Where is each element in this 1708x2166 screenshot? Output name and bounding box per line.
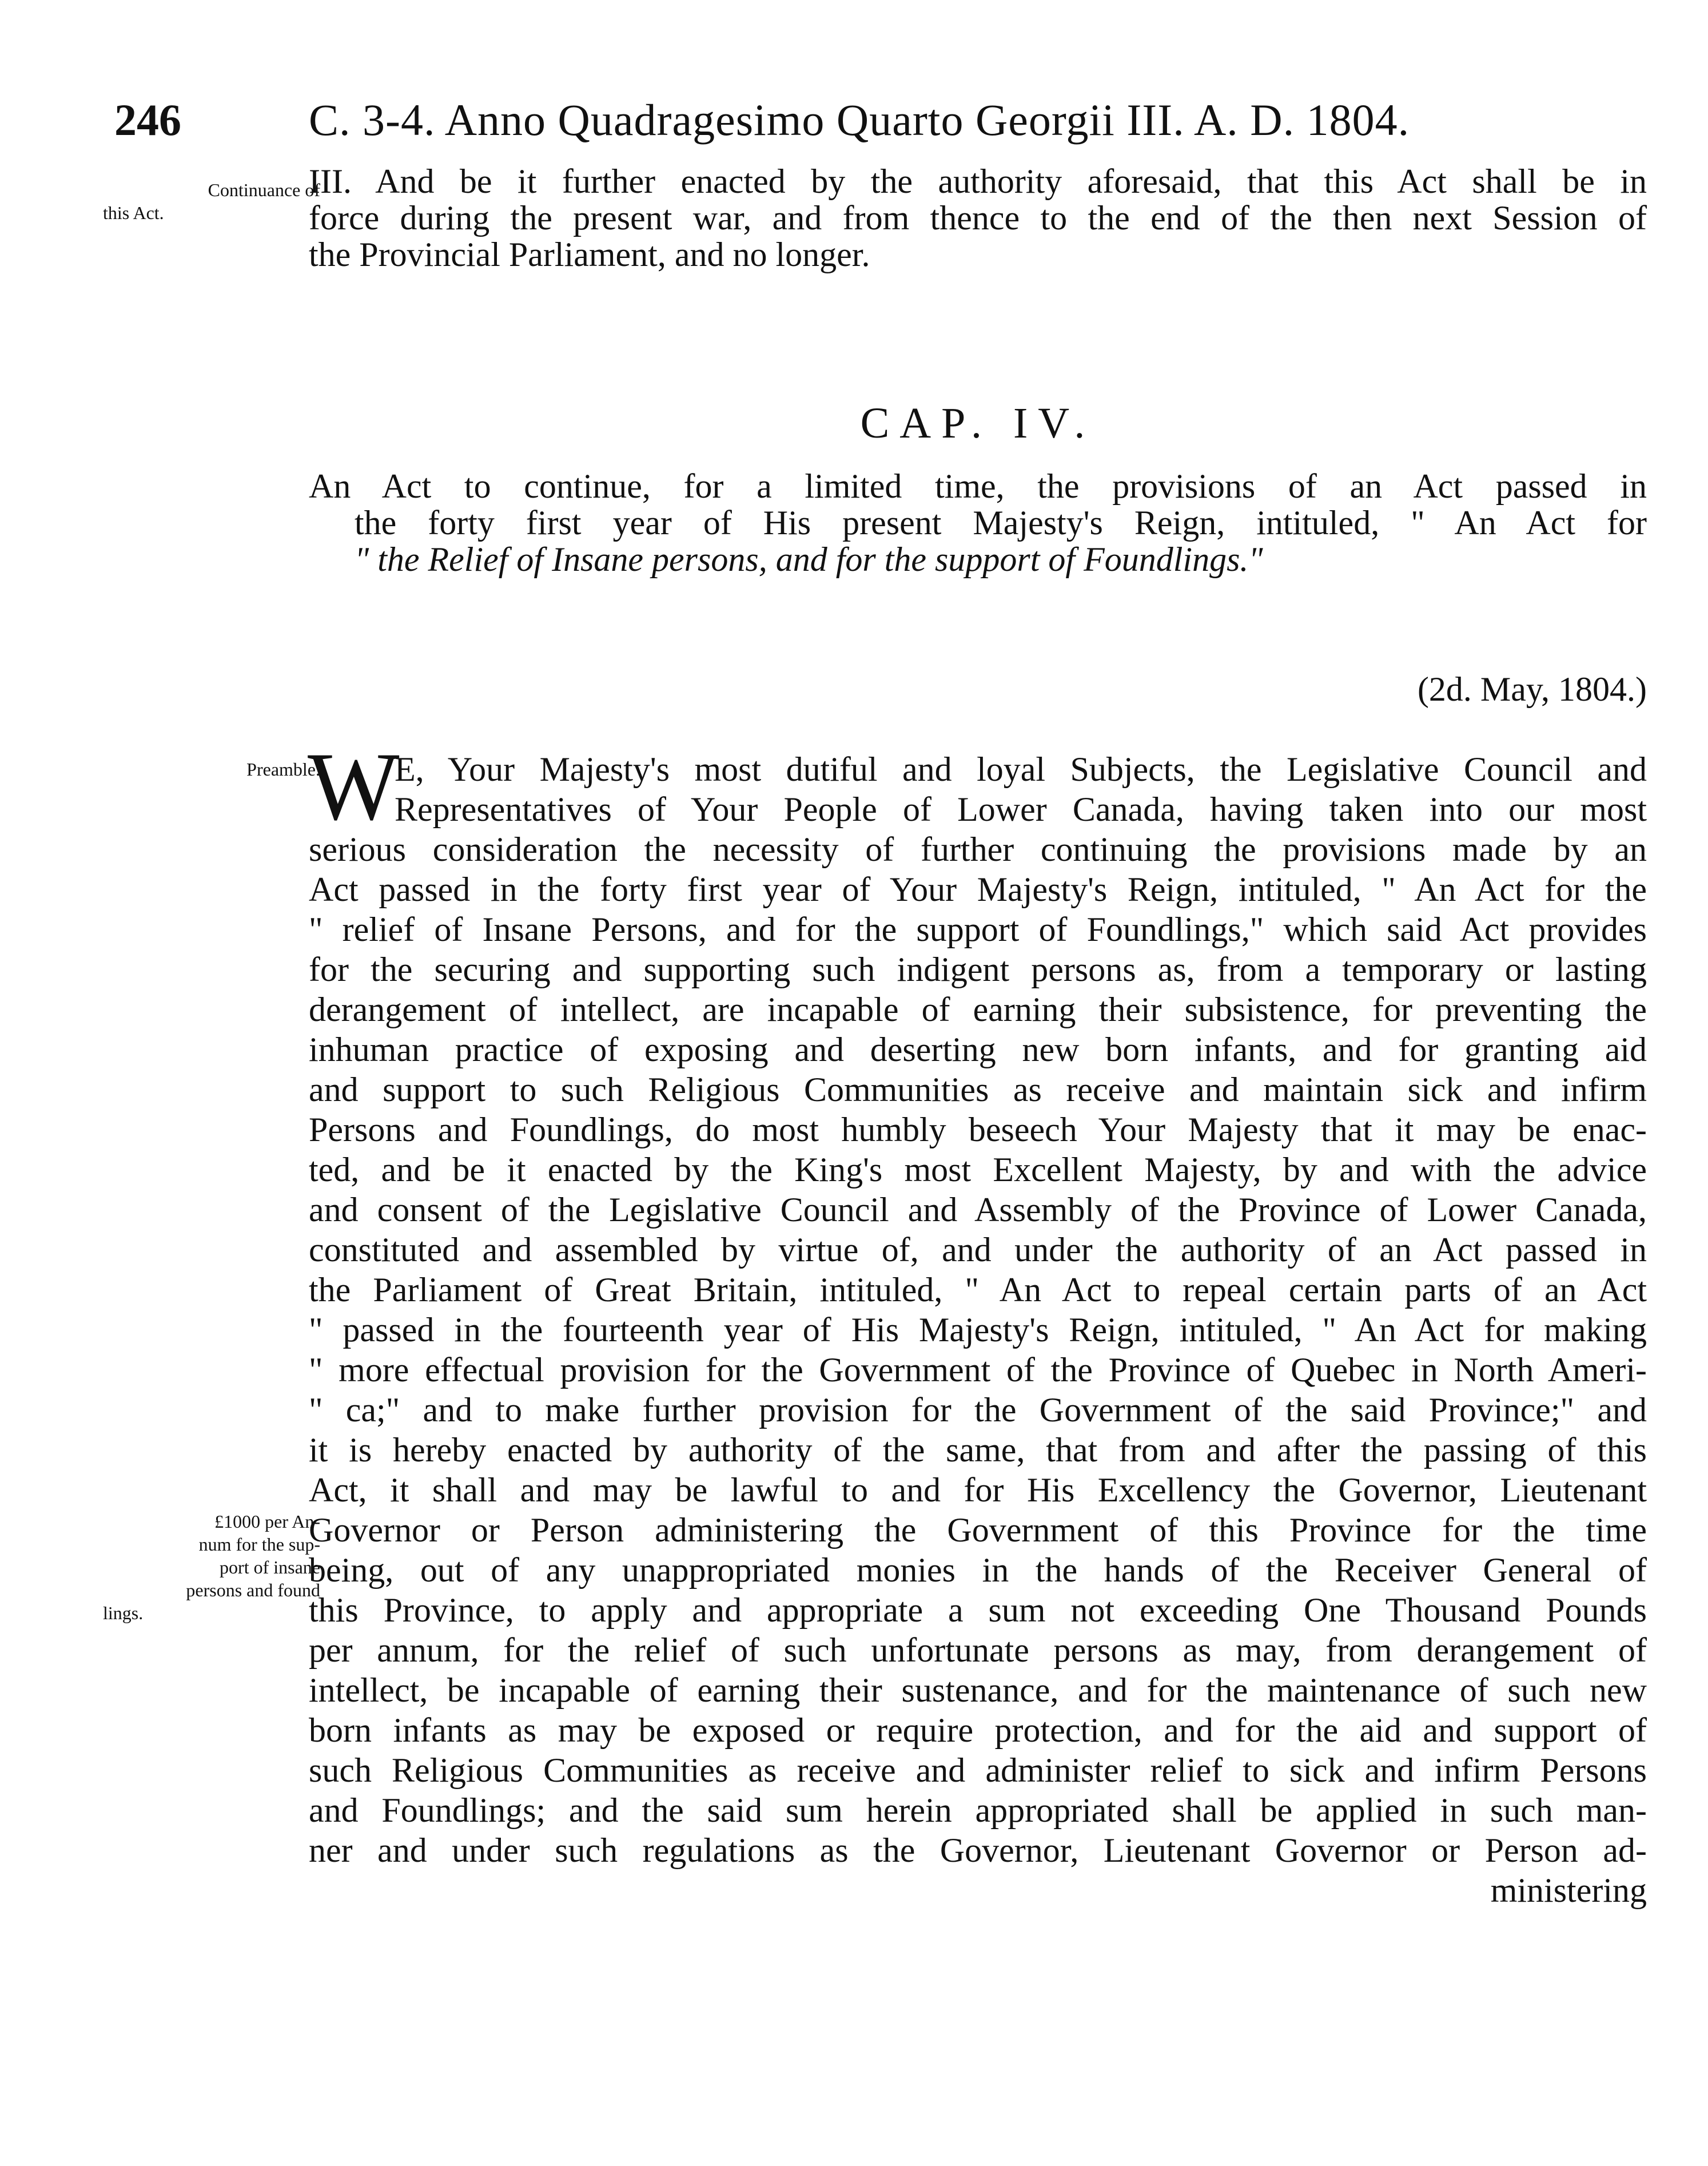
running-head: C. 3-4. Anno Quadragesimo Quarto Georgii III. A. D. 1804.	[309, 95, 1410, 145]
text-line: per annum, for the relief of such unfortunate persons as may, from derangement of	[309, 1631, 1647, 1669]
text-line: being, out of any unappropriated monies in the hands of the Receiver General of	[309, 1551, 1647, 1589]
text-line: intellect, be incapable of earning their sustenance, and for the maintenance of such new	[309, 1671, 1647, 1709]
drop-cap: W	[308, 733, 400, 840]
text-line: the Provincial Parliament, and no longer.	[309, 236, 870, 273]
text-line: and consent of the Legislative Council and Assembly of the Province of Lower Canada,	[309, 1191, 1647, 1229]
text-line: " passed in the fourteenth year of His Majesty's Reign, intituled, " An Act for making	[309, 1311, 1647, 1349]
text-line: " more effectual provision for the Government of the Province of Quebec in North Ameri-	[309, 1351, 1647, 1389]
margin-note-line: £1000 per An-	[214, 1511, 320, 1532]
text-line: Governor or Person administering the Government of this Province for the time	[309, 1511, 1647, 1549]
text-line: " relief of Insane Persons, and for the support of Foundlings," which said Act provides	[309, 911, 1647, 948]
text-line: serious consideration the necessity of further continuing the provisions made by an	[309, 830, 1647, 868]
act-title-line: " the Relief of Insane persons, and for the support of Foundlings."	[355, 540, 1263, 578]
margin-note-line: this Act.	[103, 202, 164, 223]
text-line: Act passed in the forty first year of Your Majesty's Reign, intituled, " An Act for the	[309, 871, 1647, 908]
text-line: Persons and Foundlings, do most humbly beseech Your Majesty that it may be enac-	[309, 1111, 1647, 1148]
text-line: and Foundlings; and the said sum herein appropriated shall be applied in such man-	[309, 1791, 1647, 1829]
margin-note-line: Continuance of	[208, 180, 320, 200]
margin-note-preamble: Preamble.	[246, 759, 320, 780]
text-line: constituted and assembled by virtue of, and under the authority of an Act passed in	[309, 1231, 1647, 1269]
text-line: Representatives of Your People of Lower Canada, having taken into our most	[395, 790, 1647, 828]
text-line: such Religious Communities as receive and administer relief to sick and infirm Persons	[309, 1751, 1647, 1789]
act-title	[309, 468, 1647, 578]
text-line: born infants as may be exposed or require protection, and for the aid and support of	[309, 1711, 1647, 1749]
margin-note-line: num for the sup-	[198, 1534, 320, 1555]
act-title-line: the forty first year of His present Majesty's Reign, intituled, " An Act for	[355, 504, 1647, 542]
margin-note-line: persons and found	[186, 1580, 320, 1600]
text-line: and support to such Religious Communities as receive and maintain sick and infirm	[309, 1071, 1647, 1108]
text-line: for the securing and supporting such indigent persons as, from a temporary or lasting	[309, 951, 1647, 988]
margin-note-line: lings.	[103, 1603, 144, 1623]
text-line: " ca;" and to make further provision for the Government of the said Province;" and	[309, 1391, 1647, 1429]
section-3-paragraph	[309, 163, 1647, 273]
text-line: derangement of intellect, are incapable of earning their subsistence, for preventing the	[309, 991, 1647, 1028]
text-line: III. And be it further enacted by the authority aforesaid, that this Act shall be in	[309, 162, 1647, 200]
act-title-line: An Act to continue, for a limited time, the provisions of an Act passed in	[309, 467, 1647, 505]
text-line: E, Your Majesty's most dutiful and loyal Subjects, the Legislative Council and	[395, 750, 1647, 788]
text-line: Act, it shall and may be lawful to and for His Excellency the Governor, Lieutenant	[309, 1471, 1647, 1509]
margin-note-appropriation	[103, 1510, 320, 1624]
text-line: ted, and be it enacted by the King's most Excellent Majesty, by and with the advice	[309, 1151, 1647, 1189]
text-line: the Parliament of Great Britain, intituled, " An Act to repeal certain parts of an Act	[309, 1271, 1647, 1309]
text-line: this Province, to apply and appropriate a sum not exceeding One Thousand Pounds	[309, 1591, 1647, 1629]
text-line: inhuman practice of exposing and deserting new born infants, and for granting aid	[309, 1031, 1647, 1068]
margin-note-line: port of insane	[220, 1557, 320, 1577]
act-body-paragraph	[309, 749, 1647, 1910]
act-date: (2d. May, 1804.)	[1417, 670, 1647, 708]
margin-note-continuance	[103, 178, 320, 224]
text-line: ner and under such regulations as the Governor, Lieutenant Governor or Person ad-	[309, 1831, 1647, 1869]
text-line: it is hereby enacted by authority of the same, that from and after the passing of this	[309, 1431, 1647, 1469]
chapter-heading: CAP. IV.	[860, 399, 1096, 447]
page-number: 246	[114, 95, 181, 145]
text-line: force during the present war, and from thence to the end of the then next Session of	[309, 199, 1647, 237]
catchword: ministering	[1490, 1871, 1647, 1909]
